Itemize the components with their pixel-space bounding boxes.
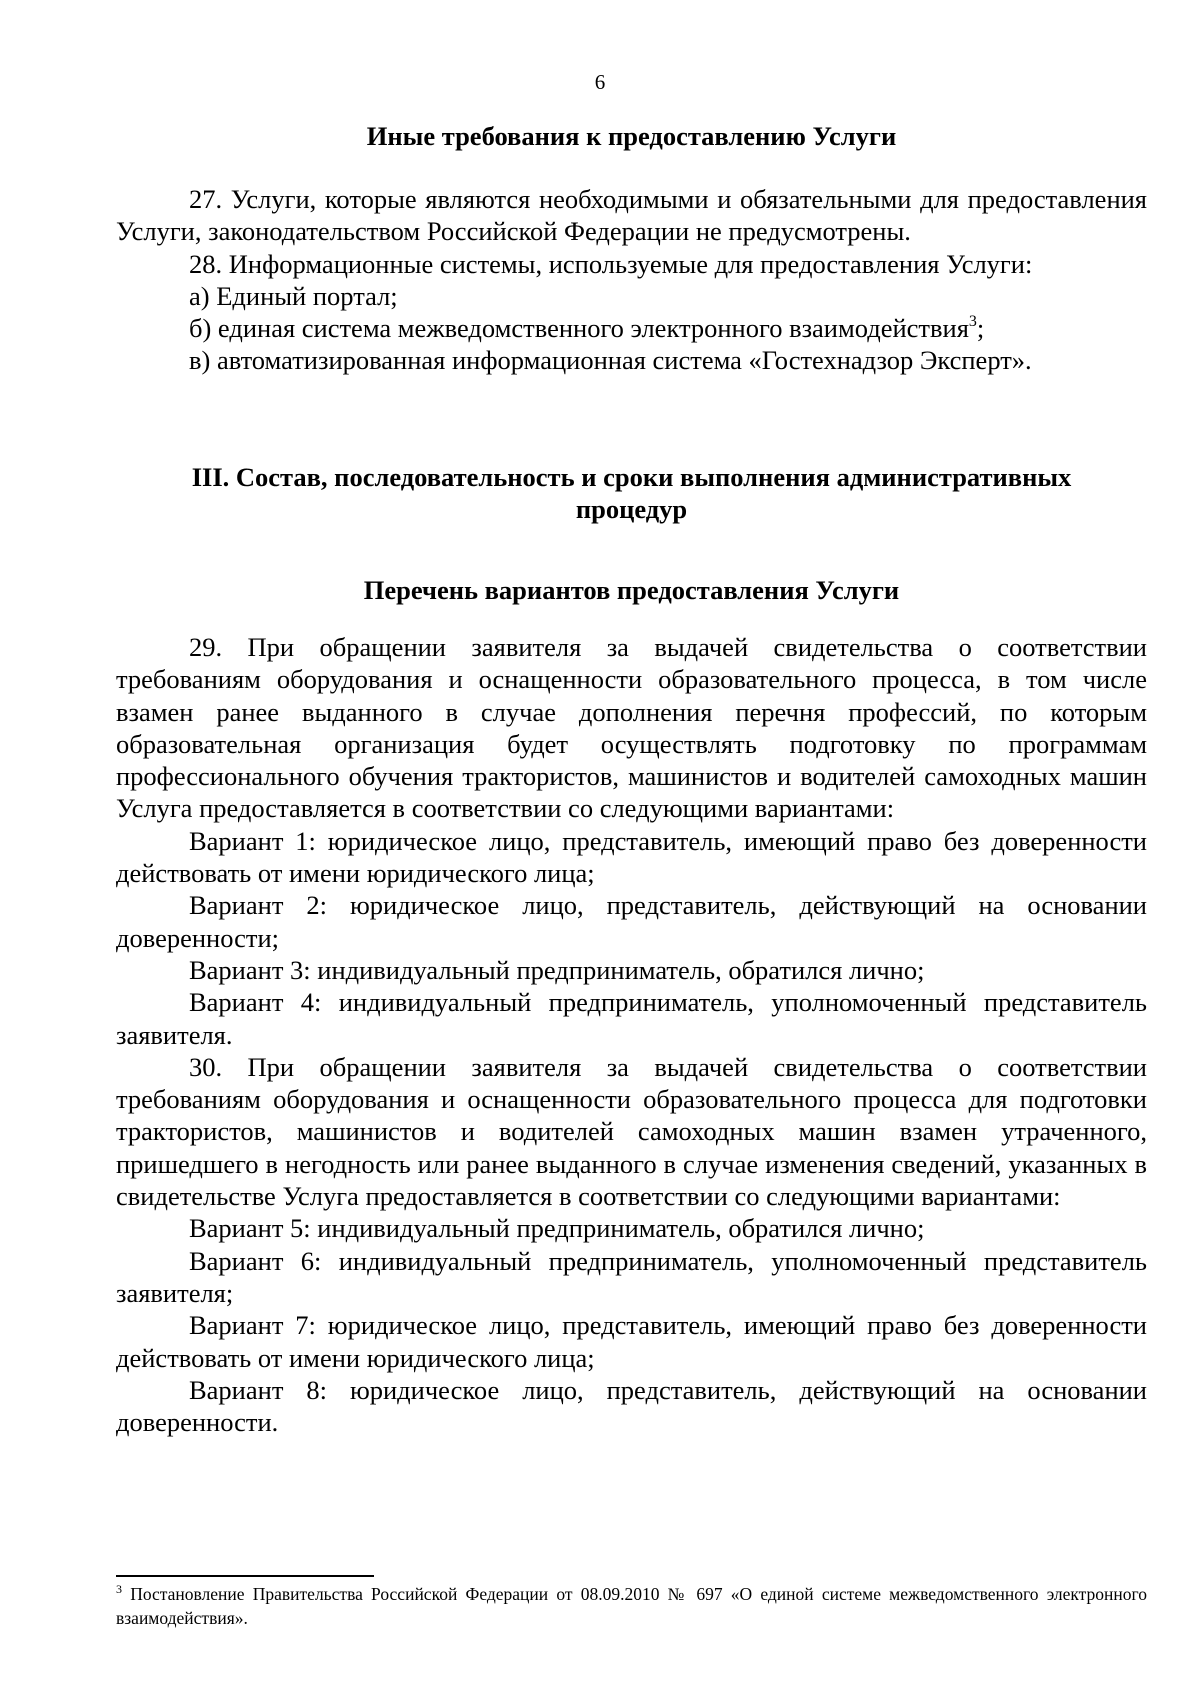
heading-section-3-line-1: III. Состав, последовательность и сроки выполнения административных xyxy=(191,462,1072,492)
variant-1: Вариант 1: юридическое лицо, представитель, имеющий право без доверенности действовать от имени юридического лица; xyxy=(116,825,1147,889)
footnote-text: Постановление Правительства Российской Федерации от 08.09.2010 № 697 «О единой системе межведомственного электронного взаимодействия». xyxy=(116,1584,1147,1628)
footnote-mark: 3 xyxy=(116,1582,122,1596)
footnote xyxy=(116,1582,1147,1630)
page-number: 6 xyxy=(594,70,606,94)
paragraph-28-b-end: ; xyxy=(976,313,985,344)
variant-4: Вариант 4: индивидуальный предприниматель, уполномоченный представитель заявителя. xyxy=(116,987,1147,1050)
paragraph-28-b xyxy=(116,312,1147,344)
paragraph-29: 29. При обращении заявителя за выдачей свидетельства о соответствии требованиям оборудования и оснащенности образовательного процесса, в том числе взамен ранее выданного в случае дополнения перечня профессий, по которым образовательная организация будет осуществлять подготовку по программам профессионального обучения трактористов, машинистов и водителей самоходных машин Услуга предоставляется в соответствии со следующими вариантами: xyxy=(116,632,1147,824)
paragraph-27: 27. Услуги, которые являются необходимыми и обязательными для предоставления Услуги, законодательством Российской Федерации не предусмотрены. xyxy=(116,184,1147,247)
heading-variants-list: Перечень вариантов предоставления Услуги xyxy=(363,575,900,605)
variant-5: Вариант 5: индивидуальный предприниматель, обратился лично; xyxy=(189,1213,925,1244)
variant-8: Вариант 8: юридическое лицо, представитель, действующий на основании доверенности. xyxy=(116,1374,1147,1438)
block-requirements xyxy=(116,183,1147,377)
heading-section-3-line-2: процедур xyxy=(575,494,688,524)
paragraph-28-c: в) автоматизированная информационная система «Гостехнадзор Эксперт». xyxy=(189,345,1032,376)
paragraph-28: 28. Информационные системы, используемые для предоставления Услуги: xyxy=(189,248,1033,279)
heading-other-requirements: Иные требования к предоставлению Услуги xyxy=(366,121,897,151)
footnote-reference[interactable]: 3 xyxy=(968,313,977,331)
variant-3: Вариант 3: индивидуальный предприниматель, обратился лично; xyxy=(189,954,925,985)
variant-7: Вариант 7: юридическое лицо, представитель, имеющий право без доверенности действовать от имени юридического лица; xyxy=(116,1310,1147,1373)
paragraph-28-a: а) Единый портал; xyxy=(189,280,398,311)
block-variants xyxy=(116,631,1147,1438)
heading-section-3 xyxy=(116,461,1147,525)
paragraph-30: 30. При обращении заявителя за выдачей свидетельства о соответствии требованиям оборудования и оснащенности образовательного процесса для подготовки трактористов, машинистов и водителей самоходных машин взамен утраченного, пришедшего в негодность или ранее выданного в случае изменения сведений, указанных в свидетельстве Услуга предоставляется в соответствии со следующими вариантами: xyxy=(116,1051,1147,1212)
paragraph-28-b-text: б) единая система межведомственного электронного взаимодействия xyxy=(189,313,969,344)
variant-6: Вариант 6: индивидуальный предприниматель, уполномоченный представитель заявителя; xyxy=(116,1245,1147,1308)
variant-2: Вариант 2: юридическое лицо, представитель, действующий на основании доверенности; xyxy=(116,890,1147,953)
footnote-divider xyxy=(116,1575,374,1577)
